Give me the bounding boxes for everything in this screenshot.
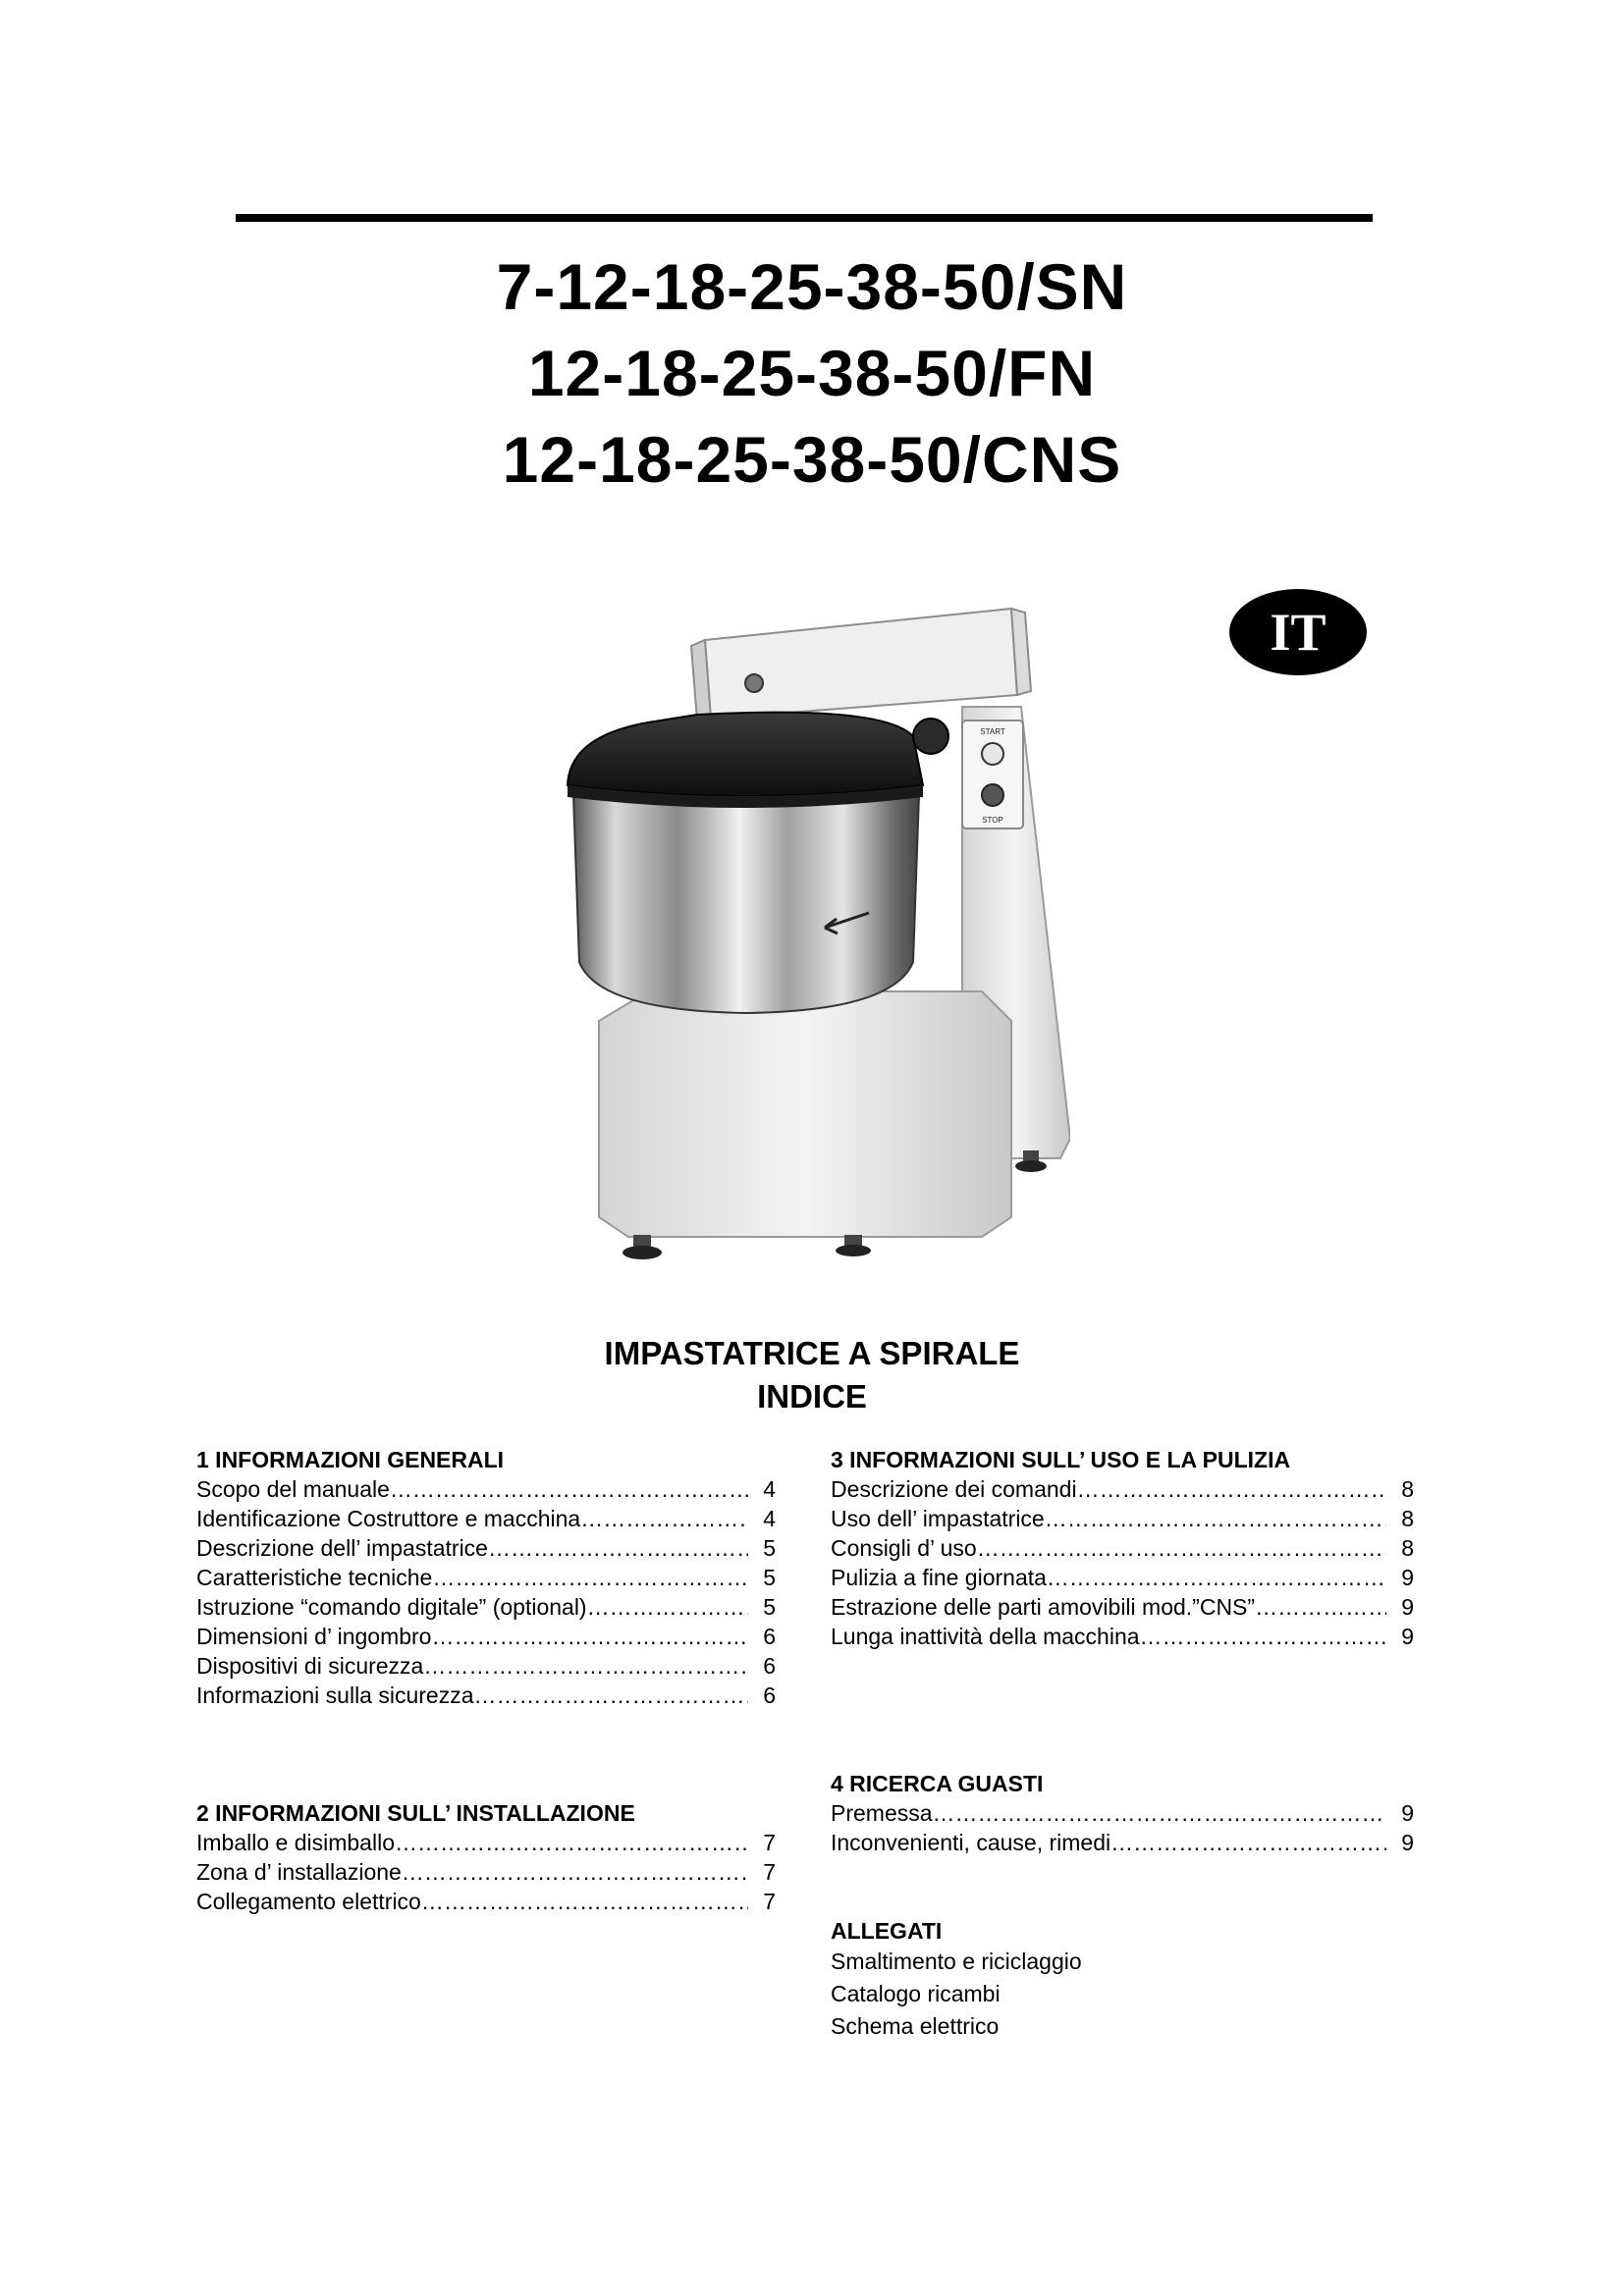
toc-entry-leader xyxy=(488,1533,748,1563)
toc-entry xyxy=(831,1592,1414,1622)
toc-entry xyxy=(831,1828,1414,1857)
model-line-fn: 12-18-25-38-50/FN xyxy=(527,337,1097,409)
toc-entry-page: 7 xyxy=(763,1889,776,1914)
toc-attachments xyxy=(831,1916,1414,2043)
toc-entry xyxy=(196,1563,776,1592)
toc-entry-text: Identificazione Costruttore e macchina xyxy=(196,1506,581,1531)
panel-start-label: START xyxy=(980,727,1005,736)
model-line-sn: 7-12-18-25-38-50/SN xyxy=(496,250,1128,323)
toc-entry-text: Uso dell’ impastatrice xyxy=(831,1506,1045,1531)
toc-entry-page: 7 xyxy=(763,1830,776,1855)
toc-entry xyxy=(831,1504,1414,1533)
toc-entry-leader xyxy=(431,1622,748,1651)
toc-entry-leader xyxy=(432,1563,748,1592)
toc-entry-page: 9 xyxy=(1401,1565,1414,1590)
toc-section-heading: 3 INFORMAZIONI SULL’ USO E LA PULIZIA xyxy=(831,1447,1291,1472)
model-line-cns: 12-18-25-38-50/CNS xyxy=(502,423,1122,496)
toc-entry-page: 5 xyxy=(763,1594,776,1620)
toc-entry-text: Descrizione dei comandi xyxy=(831,1476,1077,1502)
toc-entry-page: 9 xyxy=(1401,1830,1414,1855)
toc-entry xyxy=(196,1681,776,1710)
toc-entry-text: Dimensioni d’ ingombro xyxy=(196,1624,432,1649)
attachment-item: Catalogo ricambi xyxy=(831,1981,1001,2006)
toc-entry-leader xyxy=(587,1592,748,1622)
toc-entry-text: Istruzione “comando digitale” (optional) xyxy=(196,1594,587,1620)
toc-section-3 xyxy=(831,1445,1414,1651)
toc-entry-text: Estrazione delle parti amovibili mod.”CNS” xyxy=(831,1594,1256,1620)
toc-section-4 xyxy=(831,1769,1414,1857)
header-rule xyxy=(236,214,1373,222)
toc-entry-leader xyxy=(1140,1622,1386,1651)
toc-entry xyxy=(196,1533,776,1563)
toc-entry-leader xyxy=(395,1828,748,1857)
toc-entry-page: 5 xyxy=(763,1535,776,1561)
toc-entry-leader xyxy=(390,1474,748,1504)
toc-entry-leader xyxy=(1045,1504,1386,1533)
toc-entry xyxy=(196,1504,776,1533)
toc-entry-page: 9 xyxy=(1401,1800,1414,1826)
toc-entry-leader xyxy=(474,1681,748,1710)
toc-entry-text: Pulizia a fine giornata xyxy=(831,1565,1047,1590)
toc-entry-page: 4 xyxy=(763,1476,776,1502)
toc-entry-text: Descrizione dell’ impastatrice xyxy=(196,1535,488,1561)
toc-entry-text: Informazioni sulla sicurezza xyxy=(196,1682,474,1708)
toc-entry-page: 9 xyxy=(1401,1624,1414,1649)
language-badge: IT xyxy=(1229,589,1367,675)
toc-entry-leader xyxy=(421,1887,748,1916)
toc-entry-leader xyxy=(423,1651,748,1681)
document-title: IMPASTATRICE A SPIRALE xyxy=(604,1335,1020,1371)
toc-entry-text: Imballo e disimballo xyxy=(196,1830,395,1855)
toc-entry xyxy=(831,1533,1414,1563)
toc-entry xyxy=(831,1563,1414,1592)
toc-entry xyxy=(831,1798,1414,1828)
toc-entry-page: 9 xyxy=(1401,1594,1414,1620)
toc-entry-page: 6 xyxy=(763,1682,776,1708)
toc-section-heading: 2 INFORMAZIONI SULL’ INSTALLAZIONE xyxy=(196,1800,635,1826)
toc-entry-leader xyxy=(1110,1828,1386,1857)
toc-entry xyxy=(196,1857,776,1887)
toc-entry-text: Caratteristiche tecniche xyxy=(196,1565,433,1590)
toc-entry-text: Inconvenienti, cause, rimedi xyxy=(831,1830,1111,1855)
document-subtitle: INDICE xyxy=(757,1378,867,1415)
toc-entry xyxy=(196,1592,776,1622)
attachment-item: Smaltimento e riciclaggio xyxy=(831,1949,1082,1974)
toc-entry-page: 8 xyxy=(1401,1535,1414,1561)
toc-entry-text: Scopo del manuale xyxy=(196,1476,390,1502)
toc-section-heading: ALLEGATI xyxy=(831,1918,943,1944)
toc-entry-page: 5 xyxy=(763,1565,776,1590)
toc-section-heading: 4 RICERCA GUASTI xyxy=(831,1771,1044,1796)
attachment-item: Schema elettrico xyxy=(831,2013,1000,2039)
toc-entry-leader xyxy=(402,1857,748,1887)
toc-entry-text: Collegamento elettrico xyxy=(196,1889,421,1914)
model-list xyxy=(0,243,1624,503)
toc-entry-page: 7 xyxy=(763,1859,776,1885)
spiral-mixer-image xyxy=(560,589,1070,1276)
toc-section-heading: 1 INFORMAZIONI GENERALI xyxy=(196,1447,505,1472)
toc-entry-page: 6 xyxy=(763,1624,776,1649)
toc-entry xyxy=(196,1887,776,1916)
toc-entry-text: Zona d’ installazione xyxy=(196,1859,402,1885)
toc-entry xyxy=(196,1474,776,1504)
toc-entry xyxy=(831,1474,1414,1504)
toc-entry-leader xyxy=(977,1533,1386,1563)
toc-section-2 xyxy=(196,1798,776,1916)
toc-entry xyxy=(831,1622,1414,1651)
toc-entry-page: 4 xyxy=(763,1506,776,1531)
toc-entry-leader xyxy=(1077,1474,1386,1504)
toc-entry xyxy=(196,1828,776,1857)
toc-entry-text: Dispositivi di sicurezza xyxy=(196,1653,424,1679)
toc-entry xyxy=(196,1622,776,1651)
toc-entry-leader xyxy=(1255,1592,1386,1622)
toc-entry-text: Premessa xyxy=(831,1800,933,1826)
toc-entry-text: Consigli d’ uso xyxy=(831,1535,977,1561)
panel-stop-label: STOP xyxy=(982,816,1003,825)
toc-entry-leader xyxy=(1047,1563,1386,1592)
toc-section-1 xyxy=(196,1445,776,1710)
toc-entry-page: 6 xyxy=(763,1653,776,1679)
toc-entry-page: 8 xyxy=(1401,1476,1414,1502)
toc-entry-leader xyxy=(580,1504,748,1533)
toc-entry-leader xyxy=(933,1798,1386,1828)
document-title-block xyxy=(0,1332,1624,1418)
toc-entry-text: Lunga inattività della macchina xyxy=(831,1624,1140,1649)
toc-entry-page: 8 xyxy=(1401,1506,1414,1531)
toc-entry xyxy=(196,1651,776,1681)
